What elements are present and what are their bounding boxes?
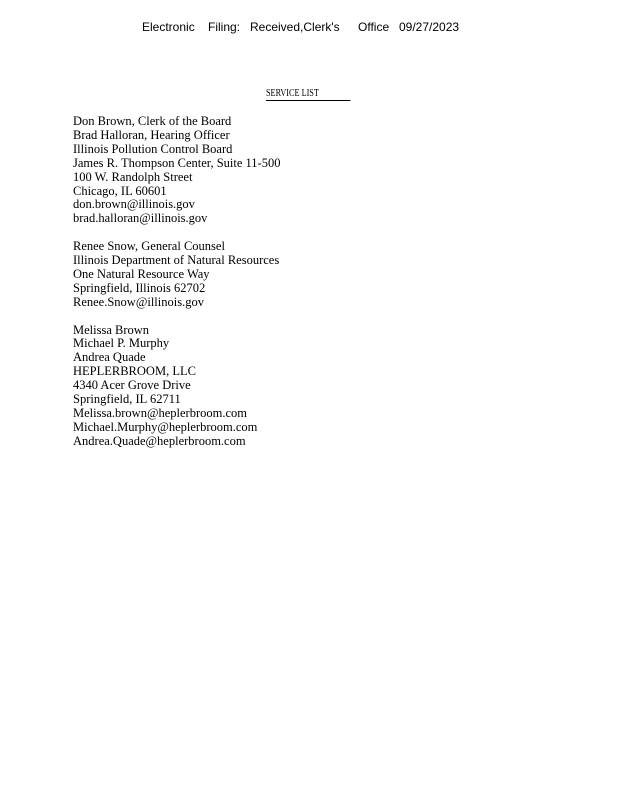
recipient-email: Michael.Murphy@heplerbroom.com [73, 419, 258, 434]
recipient-line: Don Brown, Clerk of the Board [73, 114, 232, 128]
service-list-title-text: SERVICE LIST [266, 88, 319, 99]
recipient-block-natural-resources [73, 240, 280, 310]
header-date: 09/27/2023 [399, 20, 460, 34]
recipient-email: Melissa.brown@heplerbroom.com [73, 406, 247, 420]
recipient-block-pollution-board [73, 115, 280, 226]
recipient-email: Andrea.Quade@heplerbroom.com [73, 433, 246, 448]
recipient-line: Melissa Brown [73, 322, 150, 337]
filing-stamp-header [0, 20, 618, 36]
recipient-line: 100 W. Randolph Street [73, 169, 193, 184]
recipient-line: One Natural Resource Way [73, 266, 210, 281]
service-list [73, 115, 280, 463]
recipient-line: Springfield, Illinois 62702 [73, 280, 206, 295]
recipient-line: James R. Thompson Center, Suite 11-500 [73, 155, 281, 170]
recipient-line: Brad Halloran, Hearing Officer [73, 127, 230, 142]
header-text-filing: Filing: [208, 20, 241, 34]
recipient-line: Renee Snow, General Counsel [73, 239, 225, 254]
service-list-title [266, 88, 319, 99]
recipient-email: brad.halloran@illinois.gov [73, 211, 208, 226]
recipient-line: Illinois Department of Natural Resources [73, 253, 280, 268]
title-underline [266, 100, 350, 101]
recipient-line: Andrea Quade [73, 350, 146, 365]
header-text-office: Office [358, 20, 390, 34]
recipient-line: Michael P. Murphy [73, 336, 170, 351]
recipient-email: Renee.Snow@illinois.gov [73, 294, 204, 309]
header-text-electronic: Electronic [142, 20, 195, 34]
recipient-line: HEPLERBROOM, LLC [73, 364, 196, 379]
recipient-line: 4340 Acer Grove Drive [73, 378, 191, 393]
header-text-received: Received,Clerk's [250, 20, 340, 34]
recipient-block-heplerbroom [73, 324, 280, 449]
recipient-line: Springfield, IL 62711 [73, 392, 181, 407]
recipient-line: Chicago, IL 60601 [73, 183, 167, 198]
recipient-line: Illinois Pollution Control Board [73, 141, 233, 156]
recipient-email: don.brown@illinois.gov [73, 197, 195, 212]
